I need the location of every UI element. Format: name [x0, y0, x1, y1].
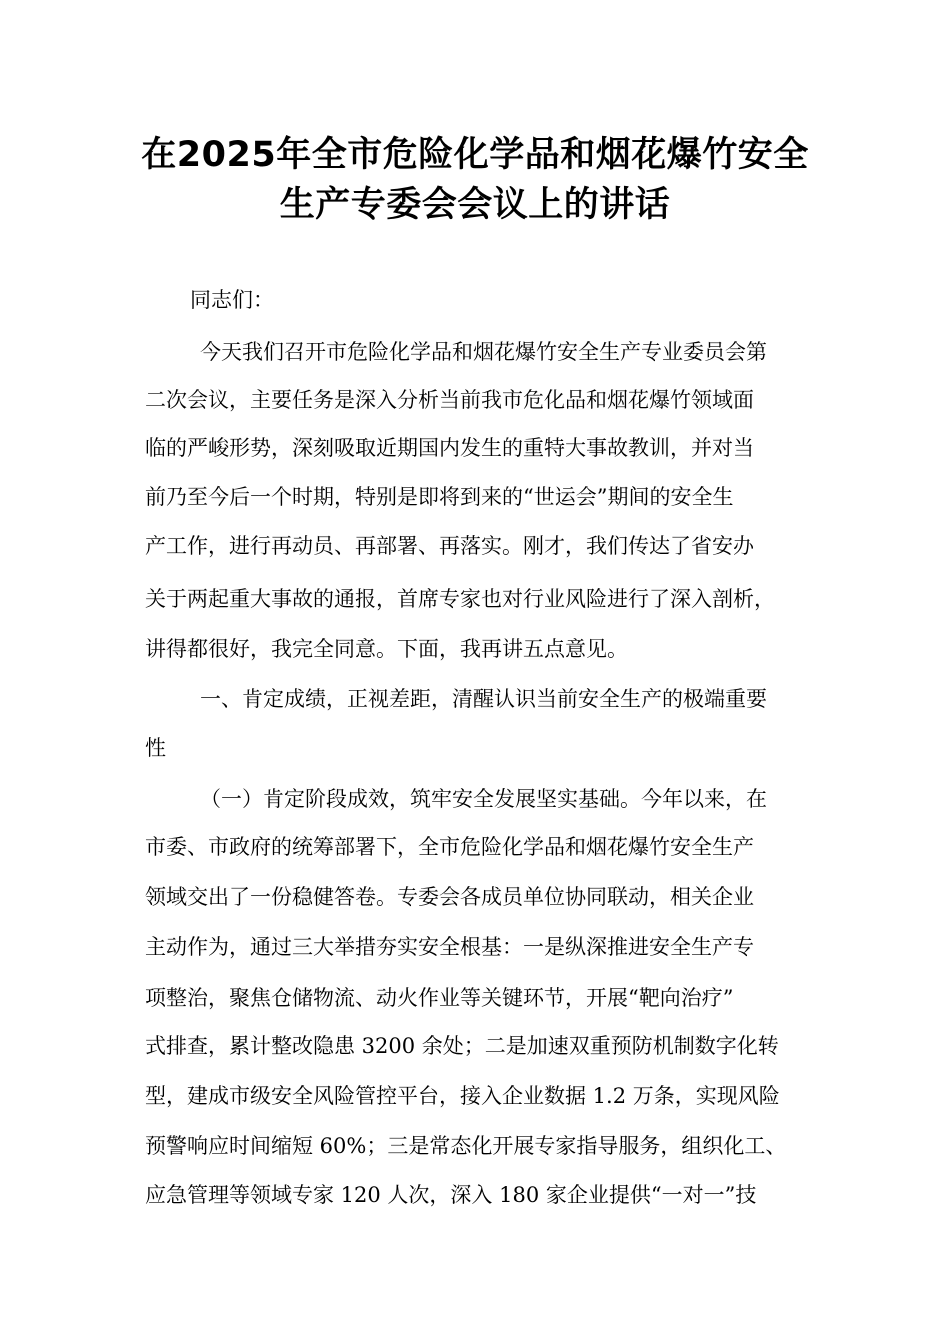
- paragraph-line: 领域交出了一份稳健答卷。专委会各成员单位协同联动，相关企业: [145, 885, 754, 909]
- paragraph-line: 市委、市政府的统筹部署下，全市危险化学品和烟花爆竹安全生产: [145, 835, 754, 859]
- paragraph-line: 关于两起重大事故的通报，首席专家也对行业风险进行了深入剖析，: [145, 587, 775, 611]
- paragraph-line: 二次会议，主要任务是深入分析当前我市危化品和烟花爆竹领域面: [145, 388, 754, 412]
- paragraph-line: 产工作，进行再动员、再部署、再落实。刚才，我们传达了省安办: [145, 534, 754, 558]
- paragraph-line: 前乃至今后一个时期，特别是即将到来的“世运会”期间的安全生: [145, 485, 734, 509]
- paragraph-line: （一）肯定阶段成效，筑牢安全发展坚实基础。今年以来，在: [200, 787, 767, 811]
- document-title-line-1: 在2025年全市危险化学品和烟花爆竹安全: [141, 135, 809, 175]
- paragraph-line: 应急管理等领域专家 120 人次，深入 180 家企业提供“一对一”技: [145, 1183, 757, 1207]
- paragraph-line: 主动作为，通过三大举措夯实安全根基：一是纵深推进安全生产专: [145, 935, 754, 959]
- paragraph-line: 临的严峻形势，深刻吸取近期国内发生的重特大事故教训，并对当: [145, 436, 754, 460]
- document-title-line-2: 生产专委会会议上的讲话: [279, 185, 671, 225]
- salutation: 同志们：: [190, 288, 274, 312]
- paragraph-line: 式排查，累计整改隐患 3200 余处；二是加速双重预防机制数字化转: [145, 1034, 779, 1058]
- section-heading-line: 性: [145, 736, 166, 760]
- paragraph-line: 型，建成市级安全风险管控平台，接入企业数据 1.2 万条，实现风险: [145, 1084, 780, 1108]
- paragraph-line: 预警响应时间缩短 60%；三是常态化开展专家指导服务，组织化工、: [145, 1134, 787, 1158]
- section-heading-line: 一、肯定成绩，正视差距，清醒认识当前安全生产的极端重要: [200, 687, 767, 711]
- paragraph-line: 项整治，聚焦仓储物流、动火作业等关键环节，开展“靶向治疗”: [145, 986, 734, 1010]
- paragraph-line: 讲得都很好，我完全同意。下面，我再讲五点意见。: [145, 637, 628, 661]
- paragraph-line: 今天我们召开市危险化学品和烟花爆竹安全生产专业委员会第: [200, 340, 767, 364]
